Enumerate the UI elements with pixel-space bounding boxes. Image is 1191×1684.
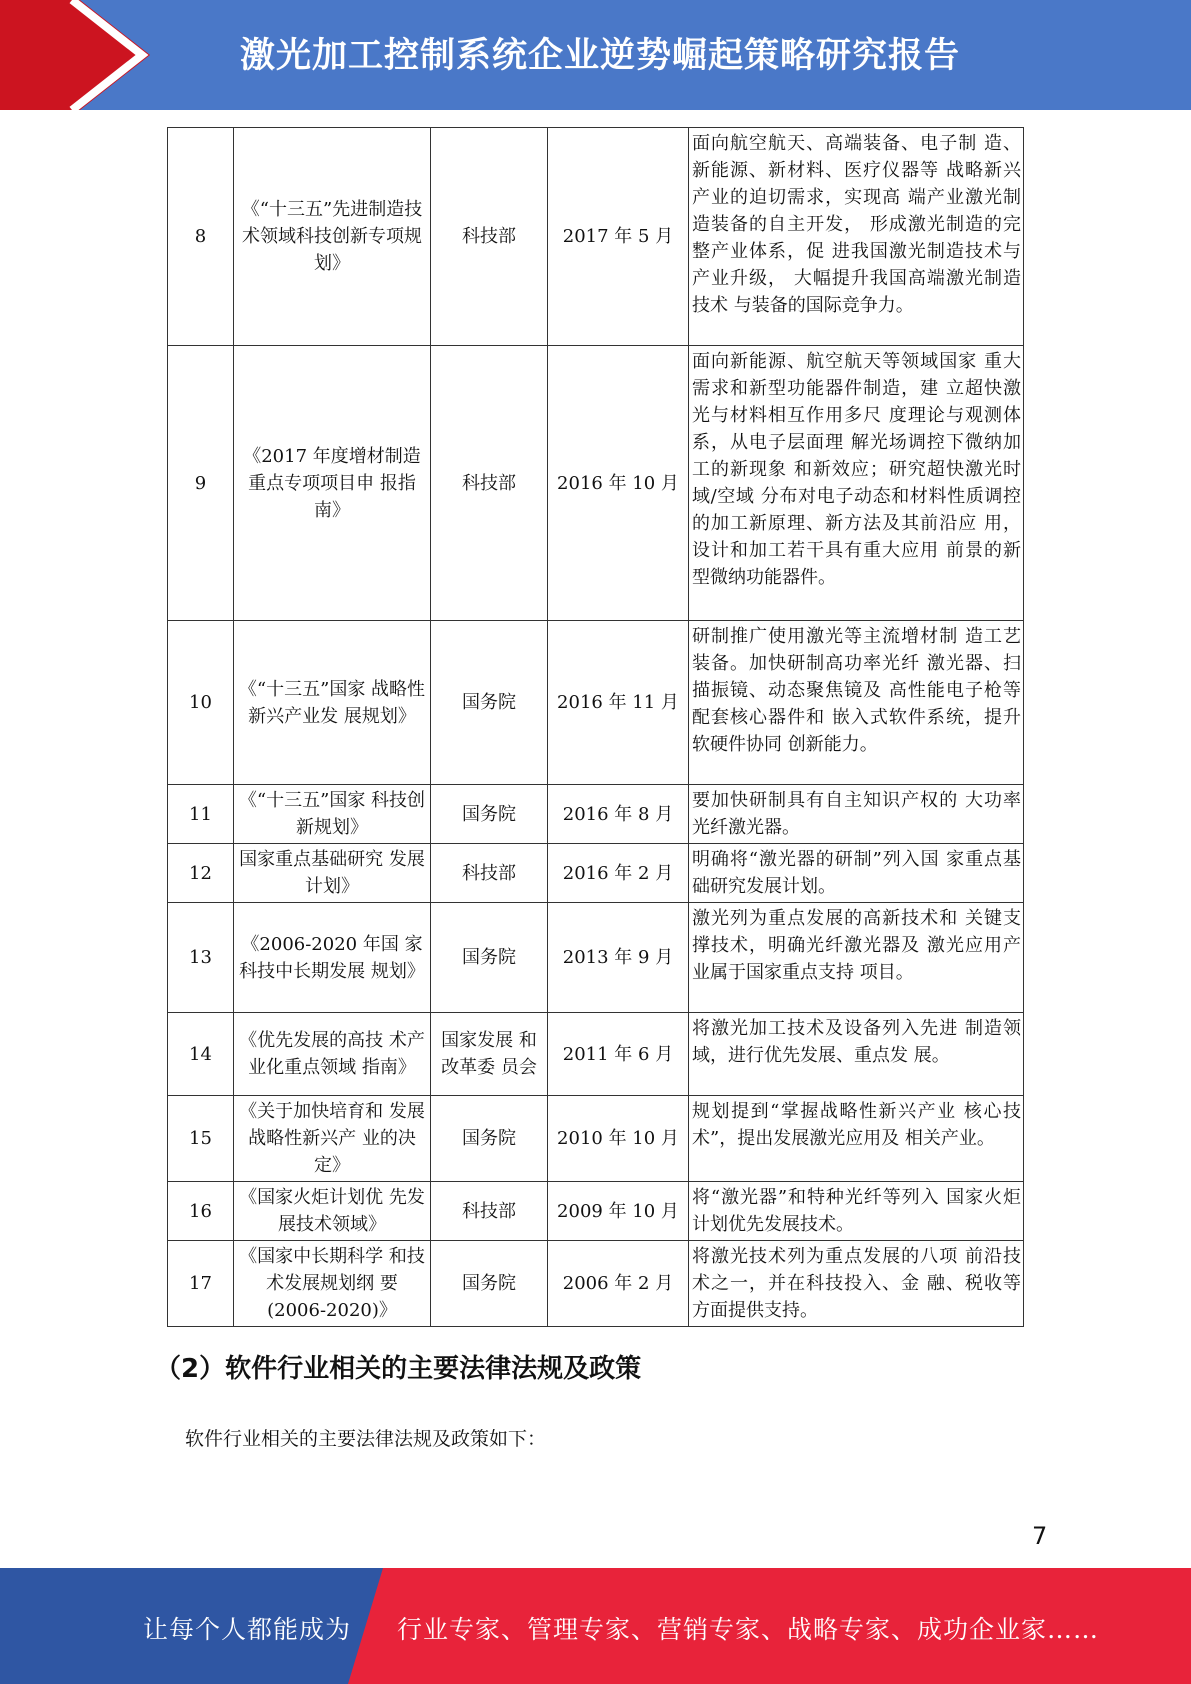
policy-description: 将激光加工技术及设备列入先进 制造领域，进行优先发展、重点发 展。 xyxy=(689,1013,1024,1096)
row-number: 11 xyxy=(168,785,234,844)
row-number: 12 xyxy=(168,844,234,903)
issue-date: 2016 年 11 月 xyxy=(548,621,689,785)
row-number: 15 xyxy=(168,1096,234,1182)
issuing-department: 国务院 xyxy=(431,621,548,785)
page-number: 7 xyxy=(1032,1522,1048,1550)
issue-date: 2016 年 8 月 xyxy=(548,785,689,844)
policy-name: 《2017 年度增材制造重点专项项目申 报指南》 xyxy=(234,346,431,621)
policy-table xyxy=(167,127,1024,1327)
policy-name: 《“十三五”先进制造技术领域科技创新专项规划》 xyxy=(234,128,431,346)
issuing-department: 国务院 xyxy=(431,1096,548,1182)
issue-date: 2009 年 10 月 xyxy=(548,1182,689,1241)
issuing-department: 国务院 xyxy=(431,785,548,844)
policy-name: 《2006-2020 年国 家科技中长期发展 规划》 xyxy=(234,903,431,1013)
issuing-department: 科技部 xyxy=(431,128,548,346)
section-heading: （2）软件行业相关的主要法律法规及政策 xyxy=(155,1354,642,1384)
policy-description: 将“激光器”和特种光纤等列入 国家火炬计划优先发展技术。 xyxy=(689,1182,1024,1241)
issuing-department: 科技部 xyxy=(431,346,548,621)
issue-date: 2016 年 10 月 xyxy=(548,346,689,621)
issue-date: 2010 年 10 月 xyxy=(548,1096,689,1182)
row-number: 10 xyxy=(168,621,234,785)
table-row xyxy=(168,903,1024,1013)
policy-name: 《优先发展的高技 术产业化重点领域 指南》 xyxy=(234,1013,431,1096)
section-intro: 软件行业相关的主要法律法规及政策如下： xyxy=(185,1428,547,1450)
table-row xyxy=(168,1013,1024,1096)
policy-name: 《国家火炬计划优 先发展技术领域》 xyxy=(234,1182,431,1241)
policy-name: 《国家中长期科学 和技术发展规划纲 要(2006-2020)》 xyxy=(234,1241,431,1327)
policy-description: 要加快研制具有自主知识产权的 大功率光纤激光器。 xyxy=(689,785,1024,844)
issuing-department: 国务院 xyxy=(431,903,548,1013)
policy-description: 规划提到“掌握战略性新兴产业 核心技术”，提出发展激光应用及 相关产业。 xyxy=(689,1096,1024,1182)
page-footer xyxy=(0,1568,1191,1684)
row-number: 8 xyxy=(168,128,234,346)
row-number: 13 xyxy=(168,903,234,1013)
policy-name: 《“十三五”国家 战略性新兴产业发 展规划》 xyxy=(234,621,431,785)
table-row xyxy=(168,346,1024,621)
issue-date: 2011 年 6 月 xyxy=(548,1013,689,1096)
policy-name: 《“十三五”国家 科技创新规划》 xyxy=(234,785,431,844)
issuing-department: 科技部 xyxy=(431,844,548,903)
issuing-department: 科技部 xyxy=(431,1182,548,1241)
table-row xyxy=(168,785,1024,844)
table-row xyxy=(168,844,1024,903)
policy-description: 面向航空航天、高端装备、电子制 造、新能源、新材料、医疗仪器等 战略新兴产业的迫切需求，实现高 端产业激光制造装备的自主开发， 形成激光制造的完整产业体系，促 进我国激光制造技术与产业升级， 大幅提升我国高端激光制造技术 与装备的国际竞争力。 xyxy=(689,128,1024,346)
table-row xyxy=(168,1241,1024,1327)
document-title: 激光加工控制系统企业逆势崛起策略研究报告 xyxy=(240,36,961,76)
issuing-department: 国家发展 和改革委 员会 xyxy=(431,1013,548,1096)
issue-date: 2017 年 5 月 xyxy=(548,128,689,346)
table-row xyxy=(168,1182,1024,1241)
issue-date: 2006 年 2 月 xyxy=(548,1241,689,1327)
footer-slogan-left: 让每个人都能成为 xyxy=(143,1615,352,1644)
row-number: 9 xyxy=(168,346,234,621)
row-number: 16 xyxy=(168,1182,234,1241)
policy-description: 面向新能源、航空航天等领域国家 重大需求和新型功能器件制造，建 立超快激光与材料相互作用多尺 度理论与观测体系，从电子层面理 解光场调控下微纳加工的新现象 和新效应；研究超快激光时域/空域 分布对电子动态和材料性质调控 的加工新原理、新方法及其前沿应 用，设计和加工若干具有重大应用 前景的新型微纳功能器件。 xyxy=(689,346,1024,621)
row-number: 17 xyxy=(168,1241,234,1327)
policy-name: 国家重点基础研究 发展计划》 xyxy=(234,844,431,903)
policy-name: 《关于加快培育和 发展战略性新兴产 业的决定》 xyxy=(234,1096,431,1182)
issue-date: 2013 年 9 月 xyxy=(548,903,689,1013)
row-number: 14 xyxy=(168,1013,234,1096)
table-row xyxy=(168,621,1024,785)
header-arrow-decoration xyxy=(0,0,160,110)
policy-description: 将激光技术列为重点发展的八项 前沿技术之一，并在科技投入、金 融、税收等方面提供支持。 xyxy=(689,1241,1024,1327)
issue-date: 2016 年 2 月 xyxy=(548,844,689,903)
footer-slogan-right: 行业专家、管理专家、营销专家、战略专家、成功企业家…… xyxy=(397,1615,1100,1644)
page-header xyxy=(0,0,1191,110)
policy-description: 明确将“激光器的研制”列入国 家重点基础研究发展计划。 xyxy=(689,844,1024,903)
issuing-department: 国务院 xyxy=(431,1241,548,1327)
policy-description: 研制推广使用激光等主流增材制 造工艺装备。加快研制高功率光纤 激光器、扫描振镜、动态聚焦镜及 高性能电子枪等配套核心器件和 嵌入式软件系统，提升软硬件协同 创新能力。 xyxy=(689,621,1024,785)
policy-description: 激光列为重点发展的高新技术和 关键支撑技术，明确光纤激光器及 激光应用产业属于国家重点支持 项目。 xyxy=(689,903,1024,1013)
table-row xyxy=(168,128,1024,346)
table-row xyxy=(168,1096,1024,1182)
